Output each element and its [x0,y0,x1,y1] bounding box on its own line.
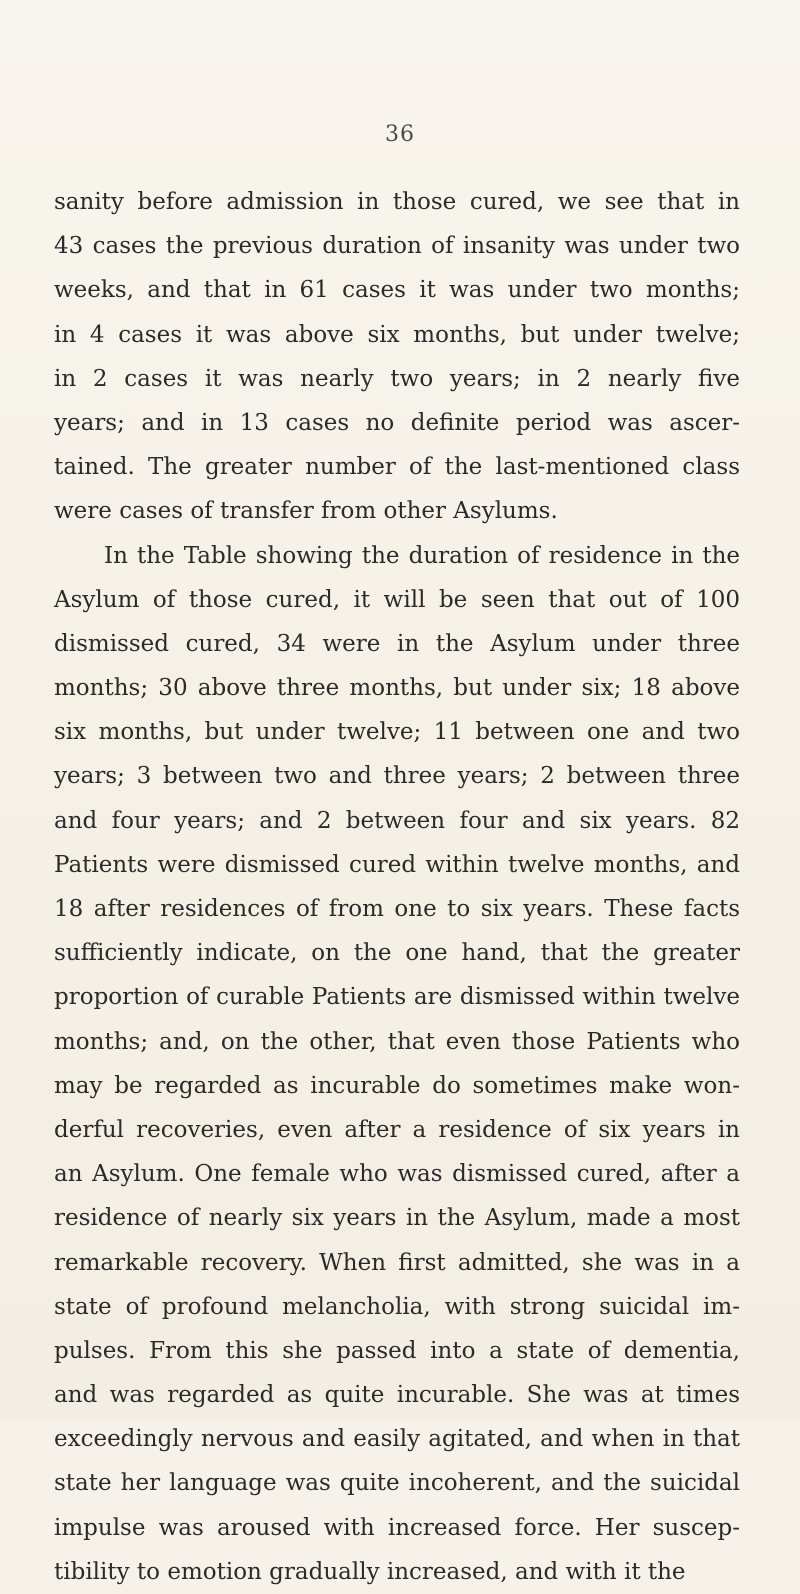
text-line: remarkable recovery. When first admitted, she was in a [54,1249,740,1276]
text-line: residence of nearly six years in the Asylum, made a most [54,1205,740,1232]
text-line: were cases of transfer from other Asylums. [54,498,558,525]
page-number: 36 [385,122,415,147]
text-line: may be regarded as incurable do sometimes make won- [54,1072,740,1099]
text-line: weeks, and that in 61 cases it was under two months; [54,277,740,304]
text-line: tibility to emotion gradually increased, and with it the [54,1558,686,1585]
text-line: months; and, on the other, that even those Patients who [54,1028,740,1055]
text-line: impulse was aroused with increased force. Her suscep- [54,1514,740,1541]
text-line: and was regarded as quite incurable. She was at times [54,1382,740,1409]
text-line: and four years; and 2 between four and six years. 82 [54,807,740,834]
text-line: sufficiently indicate, on the one hand, that the greater [54,940,740,967]
text-line: in 4 cases it was above six months, but under twelve; [54,321,740,348]
text-line: sanity before admission in those cured, we see that in [54,189,740,215]
text-line: months; 30 above three months, but under six; 18 above [54,675,740,702]
text-line: Patients were dismissed cured within twelve months, and [54,851,740,878]
text-line: proportion of curable Patients are dismissed within twelve [54,984,740,1011]
text-line: years; 3 between two and three years; 2 between three [54,763,740,790]
paragraph-start-line: In the Table showing the duration of residence in the [104,542,740,569]
text-line: dismissed cured, 34 were in the Asylum under three [54,630,740,657]
text-line: derful recoveries, even after a residence of six years in [54,1116,740,1143]
text-line: years; and in 13 cases no definite period was ascer- [54,409,740,436]
body-text [54,180,740,1594]
text-line: six months, but under twelve; 11 between one and two [54,719,740,746]
text-line: an Asylum. One female who was dismissed cured, after a [54,1161,740,1188]
text-line: state of profound melancholia, with strong suicidal im- [54,1293,740,1320]
text-line: tained. The greater number of the last-mentioned class [54,454,740,481]
text-line: 18 after residences of from one to six years. These facts [54,896,740,922]
text-line: 43 cases the previous duration of insanity was under two [54,233,740,260]
text-line: Asylum of those cured, it will be seen that out of 100 [54,586,740,613]
text-line: pulses. From this she passed into a state of dementia, [54,1337,740,1364]
text-line: exceedingly nervous and easily agitated, and when in that [54,1426,740,1453]
text-line: in 2 cases it was nearly two years; in 2 nearly five [54,365,740,392]
text-line: state her language was quite incoherent, and the suicidal [54,1470,740,1497]
